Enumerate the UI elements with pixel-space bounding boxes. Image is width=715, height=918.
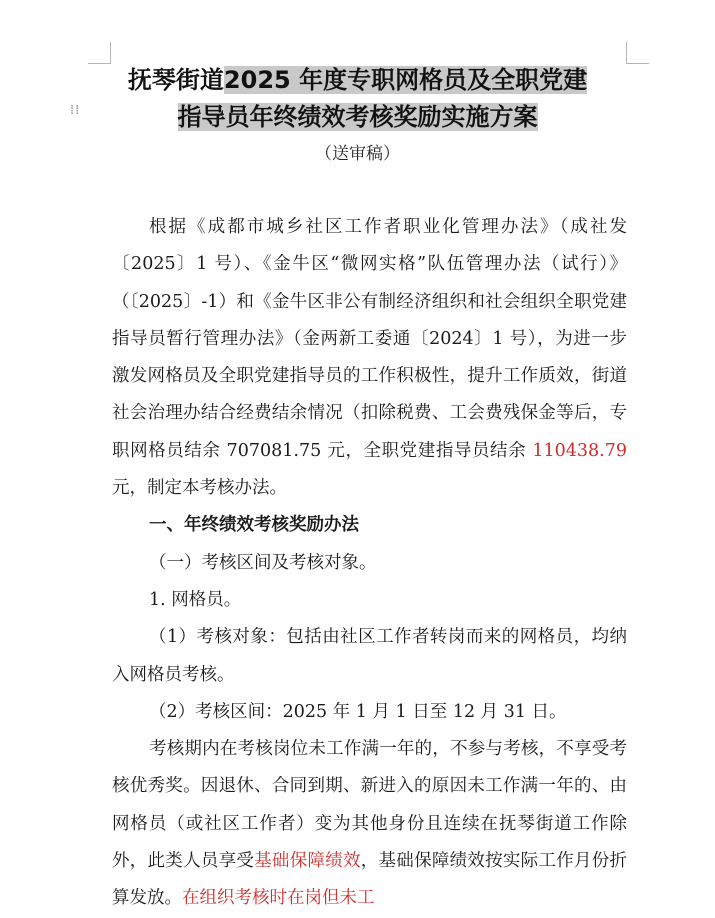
highlighted-clause: 在组织考核时在岗但未工 (182, 888, 375, 909)
title-highlighted-text-2: 指导员年终绩效考核奖励实施方案 (177, 103, 538, 131)
title-line-1 (0, 62, 715, 98)
paragraph-intro (112, 209, 627, 507)
paragraph-rules-text-2: ，基础保障绩效按实际工作月份折算发放。 (112, 851, 628, 909)
paragraph-intro-text: 根据《成都市城乡社区工作者职业化管理办法》（成社发〔2025〕1 号）、《金牛区“微网实格”队伍管理办法（试行）》（〔2025〕-1）和《金牛区非公有制经济组织和社会组织全职党建指导员暂行管理办法》（金两新工委通〔2024〕1 号），为进一步激发网格员及全职党建指导员的工作积极性，提升工作质效，街道社会治理办结合经费结余情况（扣除税费、工会费残保金等后，专职网格员结余 707081.75 元，全职党建指导员结余 (112, 217, 627, 461)
paragraph-rules (112, 731, 627, 917)
document-subtitle: （送审稿） (315, 144, 400, 164)
crop-mark-right-vertical (626, 42, 627, 64)
title-plain-text: 抚琴街道 (127, 66, 224, 94)
paragraph-rules-text: 考核期内在考核岗位未工作满一年的，不参与考核，不享受考核优秀奖。因退休、合同到期、新进入的原因未工作满一年的、由网格员（或社区工作者）变为其他身份且连续在抚琴街道工作除外，此类人员享受 (112, 739, 627, 872)
drag-handle-icon[interactable]: ⁞⁞ (70, 103, 81, 118)
highlighted-amount: 110438.79 (532, 440, 627, 461)
list-item-gridworker: 1. 网格员。 (149, 589, 242, 610)
list-item-assessment-period: （2）考核区间：2025 年 1 月 1 日至 12 月 31 日。 (149, 701, 567, 722)
document-body (112, 209, 627, 918)
paragraph-intro-end: 元，制定本考核办法。 (112, 478, 287, 499)
section-heading-1: 一、年终绩效考核奖励办法 (149, 515, 359, 536)
highlighted-term: 基础保障绩效 (254, 851, 361, 872)
crop-mark-left-vertical (110, 42, 111, 64)
list-item-assessment-target: （1）考核对象：包括由社区工作者转岗而来的网格员，均纳入网格员考核。 (112, 627, 627, 685)
subsection-heading: （一）考核区间及考核对象。 (149, 552, 377, 573)
title-line-2 (0, 99, 715, 135)
title-highlighted-text: 2025 年度专职网格员及全职党建 (223, 66, 588, 94)
